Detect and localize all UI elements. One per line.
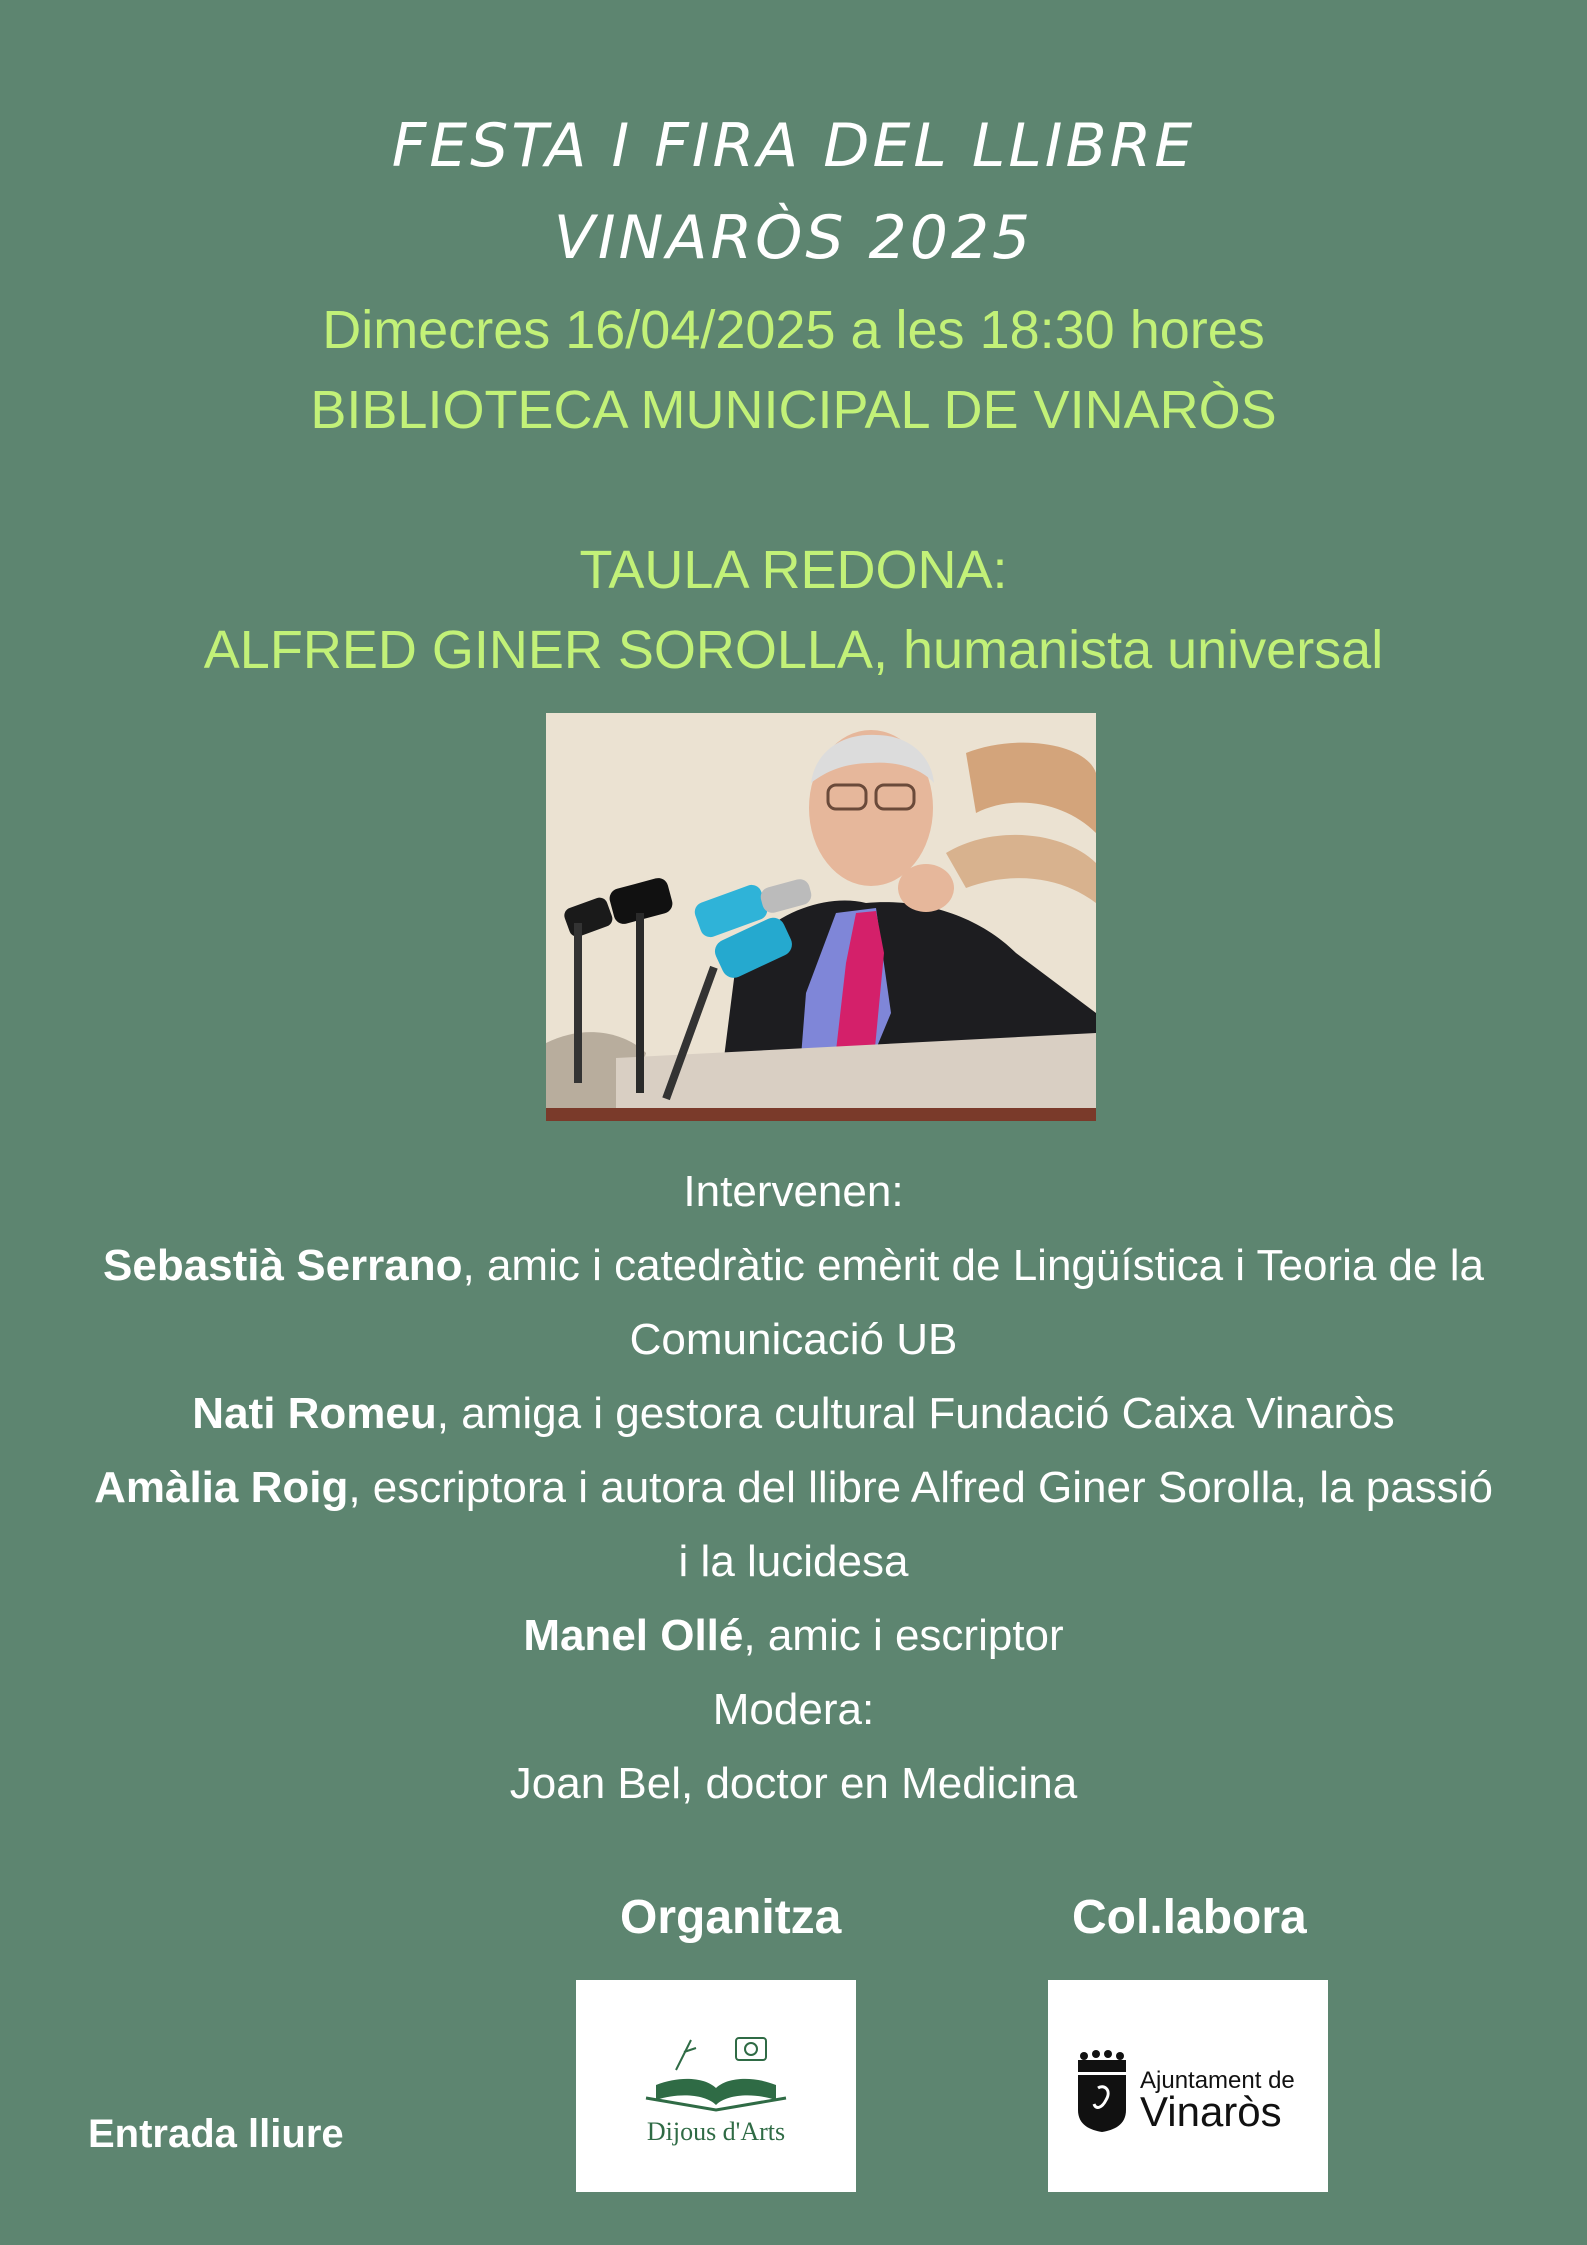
participant-3-line1 xyxy=(0,1451,1587,1525)
entry-text: Entrada lliure xyxy=(88,2112,344,2156)
event-subject: ALFRED GINER SOROLLA, humanista universal xyxy=(203,620,1384,680)
event-type: TAULA REDONA: xyxy=(579,540,1008,600)
event-date: Dimecres 16/04/2025 a les 18:30 hores xyxy=(322,300,1265,360)
participant-3-name: Amàlia Roig xyxy=(94,1463,349,1512)
participant-4-line xyxy=(0,1599,1587,1673)
moderator-heading: Modera: xyxy=(712,1685,875,1734)
collaborator-logo-line2: Vinaròs xyxy=(1140,2088,1282,2135)
participant-1-line2: Comunicació UB xyxy=(629,1315,958,1364)
speaker-photo xyxy=(546,713,1096,1121)
participant-1-desc: , amic i catedràtic emèrit de Lingüística i Teoria de la xyxy=(462,1241,1484,1290)
speaker-photo-illustration xyxy=(546,713,1096,1121)
collaborator-logo xyxy=(1048,1980,1328,2192)
participant-1-line1 xyxy=(0,1229,1587,1303)
participants-heading: Intervenen: xyxy=(683,1167,904,1216)
participant-2-name: Nati Romeu xyxy=(192,1389,437,1438)
participant-2-line xyxy=(0,1377,1587,1451)
coat-of-arms-icon xyxy=(1048,1980,1328,2192)
poster-title-line1: FESTA I FIRA DEL LLIBRE xyxy=(391,111,1196,181)
open-book-icon xyxy=(576,1980,856,2192)
moderator-name: Joan Bel, doctor en Medicina xyxy=(509,1759,1078,1808)
organizer-label: Organitza xyxy=(620,1891,842,1944)
organizer-logo xyxy=(576,1980,856,2192)
poster-title-line2: VINARÒS 2025 xyxy=(553,203,1034,273)
event-venue: BIBLIOTECA MUNICIPAL DE VINARÒS xyxy=(310,380,1277,440)
participant-2-desc: , amiga i gestora cultural Fundació Caixa Vinaròs xyxy=(436,1389,1395,1438)
participant-4-desc: , amic i escriptor xyxy=(743,1611,1064,1660)
participant-4-name: Manel Ollé xyxy=(523,1611,744,1660)
participant-3-line2: i la lucidesa xyxy=(678,1537,909,1586)
participant-3-desc: , escriptora i autora del llibre Alfred Giner Sorolla, la passió xyxy=(348,1463,1493,1512)
collaborator-logo-line1: Ajuntament de xyxy=(1140,2067,1295,2094)
participant-1-name: Sebastià Serrano xyxy=(103,1241,463,1290)
collaborator-label: Col.labora xyxy=(1072,1891,1307,1944)
organizer-logo-text: Dijous d'Arts xyxy=(646,2117,786,2146)
